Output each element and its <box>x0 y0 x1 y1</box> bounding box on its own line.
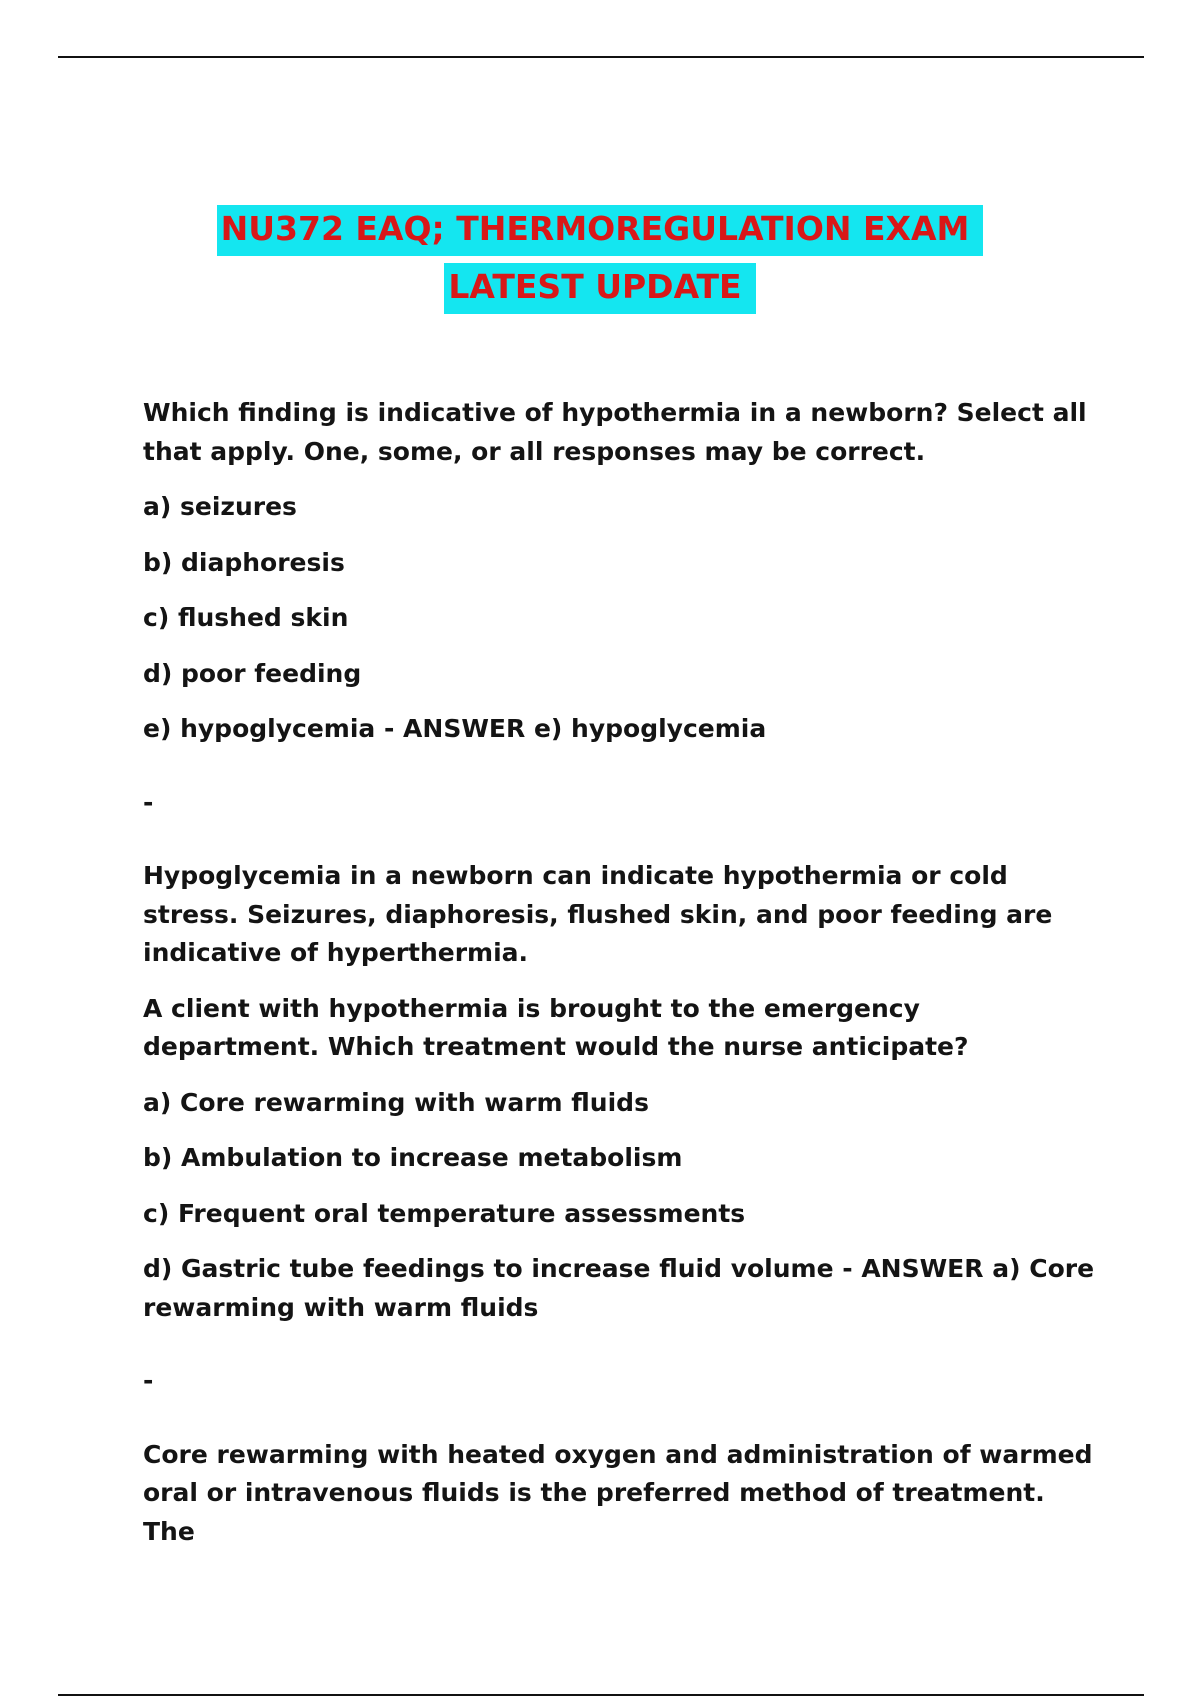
document-body <box>143 394 1103 1551</box>
question-1-option-a: a) seizures <box>143 492 297 521</box>
top-rule <box>58 56 1144 58</box>
question-1-option-b: b) diaphoresis <box>143 547 345 577</box>
question-2-rationale: Core rewarming with heated oxygen and administration of warmed oral or intravenous fluids is the preferred method of treatment. The <box>143 1439 1093 1546</box>
question-2-stem: A client with hypothermia is brought to the emergency department. Which treatment would the nurse anticipate? <box>143 993 969 1061</box>
document-title <box>0 200 1200 316</box>
bottom-rule <box>58 1694 1144 1696</box>
question-2-option-a: a) Core rewarming with warm fluids <box>143 1087 649 1117</box>
title-line-1: NU372 EAQ; THERMOREGULATION EXAM <box>217 205 984 256</box>
question-1-stem: Which finding is indicative of hypothermia in a newborn? Select all that apply. One, some, or all responses may be correct. <box>143 398 1087 466</box>
question-1-option-d: d) poor feeding <box>143 658 362 688</box>
question-1-option-c: c) flushed skin <box>143 603 349 632</box>
title-line-2: LATEST UPDATE <box>444 263 755 314</box>
question-1-separator: - <box>143 787 154 817</box>
question-1-rationale: Hypoglycemia in a newborn can indicate hypothermia or cold stress. Seizures, diaphoresis, flushed skin, and poor feeding are indicative of hyperthermia. <box>143 861 1053 967</box>
question-2-separator: - <box>143 1366 154 1395</box>
question-1-option-e-answer: e) hypoglycemia - ANSWER e) hypoglycemia <box>143 714 767 743</box>
question-2-option-c: c) Frequent oral temperature assessments <box>143 1198 746 1228</box>
question-2-option-b: b) Ambulation to increase metabolism <box>143 1143 683 1172</box>
question-2-option-d-answer: d) Gastric tube feedings to increase fluid volume - ANSWER a) Core rewarming with warm fluids <box>143 1254 1095 1322</box>
